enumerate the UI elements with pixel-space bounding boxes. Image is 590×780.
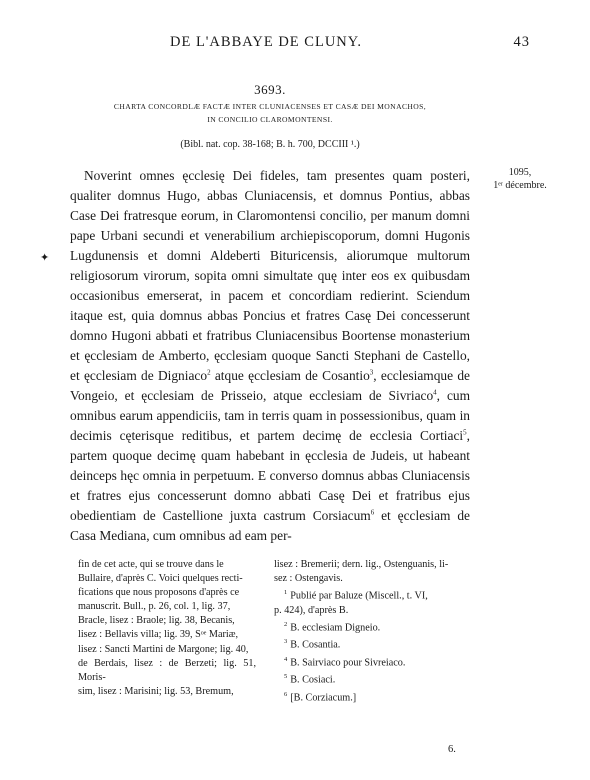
charter-title-line-2: IN CONCILIO CLAROMONTENSI. — [207, 115, 333, 124]
footnotes-left-column — [78, 558, 256, 699]
margin-date-note — [480, 166, 560, 192]
charter-title-line-1: CHARTA CONCORDLÆ FACTÆ INTER CLUNIACENSES ET CASÆ DEI MONACHOS, — [113, 102, 427, 111]
footnote-2: $^2$ B. ecclesiam Digneio. — [284, 620, 381, 634]
charter-title — [70, 100, 470, 126]
footnote-4: $^4$ B. Sairviaco pour Sivreiaco. — [284, 655, 406, 669]
footnote-1-continued: p. 424), d'après B. — [274, 604, 349, 616]
footnote-line: lisez : Sancti Martini de Margone; lig. 40, — [78, 643, 249, 655]
footnote-line: sez : Ostengavis. — [274, 573, 343, 585]
margin-mark-icon: ✦ — [40, 252, 50, 264]
footnote-ref-3: 3 — [369, 368, 374, 377]
footnote-line: Bullaire, d'après C. Voici quelques recti- — [78, 573, 243, 585]
margin-day: 1ᵉʳ décembre. — [493, 180, 547, 191]
footnote-ref-6: 6 — [370, 508, 375, 517]
source-reference: (Bibl. nat. cop. 38-168; B. h. 700, DCCIII ¹.) — [180, 139, 360, 150]
footnote-3: $^3$ B. Cosantia. — [284, 638, 341, 651]
footnote-1: $^1$ Publié par Baluze (Miscell., t. VI, — [284, 589, 428, 602]
running-title: DE L'ABBAYE DE CLUNY. — [170, 34, 362, 50]
margin-year: 1095, — [508, 167, 532, 178]
footnote-line: Bracle, lisez : Braole; lig. 38, Becanis, — [78, 615, 235, 627]
footnote-6: $^6$ [B. Corziacum.] — [284, 690, 357, 704]
footnote-line: manuscrit. Bull., p. 26, col. 1, lig. 37, — [78, 601, 231, 613]
sheet-signature: 6. — [448, 744, 456, 755]
charter-paragraph: Noverint omnes ęcclesię Dei fideles, tam presentes quam posteri, qualiter domnus Hugo, abbas Cluniacensis, et domnus Pontius, abbas Case Dei fratresque eorum, in Claromontensi concilio, per manum domni pape Urbani secundi et venerabilium archiepiscoporum, domni Hugonis Lugdunensis et domni Aldeberti Bituricensis, aliorumque multorum religiosorum virorum, sopita omni simultate quę inter eos ex quibusdam occasionibus emerserat, in pacem et concordiam redierint. Sciendum itaque est, quia domnus abbas Poncius et fratres Casę Dei concesserunt domno Hugoni abbati et fratribus Cluniacensibus Boortense monasterium et ęcclesiam de Amberto, ęcclesiam quoque Sancti Stephani de Castello, et ęcclesiam de Digniaco$^2$ atque ęcclesiam de Cosantio$^3$, ecclesiamque de Vongeio, et ęcclesiam de Prisseio, atque ecclesiam de Sivriaco$^4$, cum omnibus earum appendiciis, tam in terris quam in possessionibus, quam in decimis cęterisque reditibus, et partem decimę de ecclesia Cortiaci$^5$, partem quoque decimę quam habebant in ęcclesia de Judeis, ut habeant deinceps hęc omnia in perpetuum. E converso domnus abbas Cluniacensis et fratres ejus concesserunt domno abbati Casę Dei et fratribus ejus obedientiam de Castellione juxta castrum Corsiacum$^6$ et ęcclesiam de Casa Mediana, cum omnibus ad eam per- — [70, 168, 470, 543]
charter-body — [70, 166, 470, 546]
footnote-line: lisez : Bellavis villa; lig. 39, Sᵒᵉ Mariæ, — [78, 629, 239, 641]
footnote-ref-2: 2 — [207, 368, 211, 377]
footnote-line: fications que nous proposons d'après ce — [78, 587, 240, 599]
footnote-line: sim, lisez : Marisini; lig. 53, Bremum, — [78, 685, 234, 697]
footnote-5: $^5$ B. Cosiaci. — [284, 673, 336, 686]
footnote-line: de Berdais, lisez : de Berzeti; lig. 51, Moris- — [78, 657, 256, 683]
footnote-ref-5: 5 — [463, 428, 467, 437]
footnote-ref-4: 4 — [433, 388, 437, 397]
page-number: 43 — [513, 34, 530, 50]
footnote-line: fin de cet acte, qui se trouve dans le — [78, 559, 224, 570]
charter-number: 3693. — [254, 82, 286, 97]
footnotes-right-column — [274, 558, 474, 705]
footnote-line: lisez : Bremerii; dern. lig., Ostenguanis, li- — [274, 559, 449, 570]
